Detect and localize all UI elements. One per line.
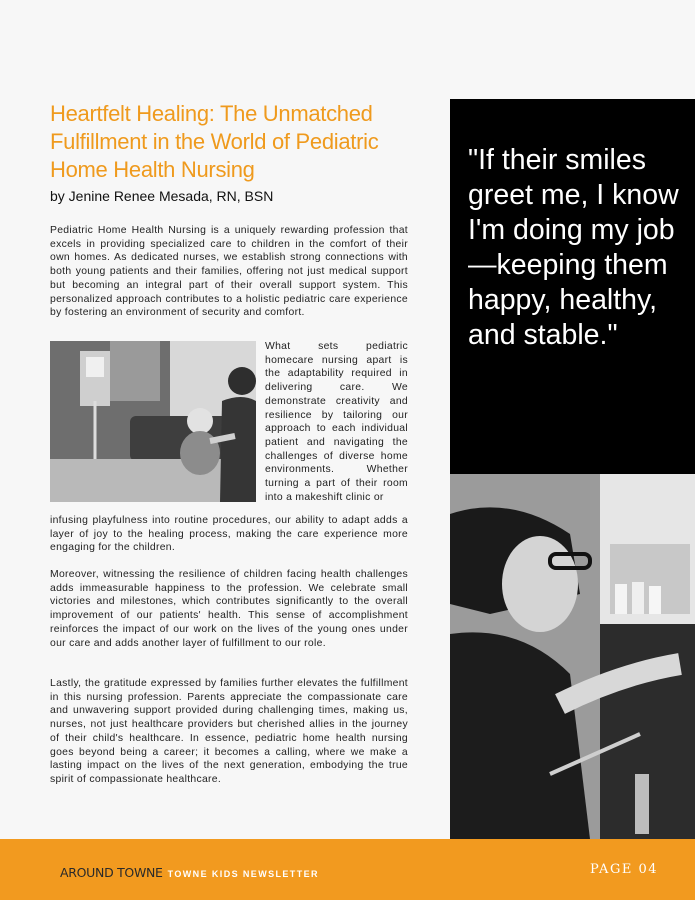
footer-branding bbox=[60, 864, 319, 882]
article-title: Heartfelt Healing: The Unmatched Fulfillment in the World of Pediatric Home Health Nursing bbox=[50, 101, 379, 182]
paragraph-resilience: Moreover, witnessing the resilience of children facing health challenges adds immeasurable happiness to the profession. We celebrate small victories and milestones, which contributes significantly to the overall improvement of our patients' health. This sense of accomplishment reinforces the impact of our work on the lives of the young ones under our care and adds another layer of fulfillment to our role. bbox=[50, 569, 408, 649]
article-byline: by Jenine Renee Mesada, RN, BSN bbox=[50, 188, 274, 204]
pull-quote-box bbox=[450, 99, 695, 474]
paragraph-intro: Pediatric Home Health Nursing is a uniquely rewarding profession that excels in providing specialized care to children in the comfort of their own homes. As dedicated nurses, we establish strong connections with both young patients and their families, offering not just medical support but becoming an integral part of their overall support system. This personalized approach contributes to a holistic pediatric care experience by fostering an environment of security and comfort. bbox=[50, 225, 408, 319]
child-with-nurse-photo bbox=[50, 341, 256, 502]
footer-brand: AROUND TOWNE bbox=[60, 865, 163, 880]
page-number: PAGE 04 bbox=[590, 862, 658, 877]
paragraph-adaptability-wrap: What sets pediatric homecare nursing apart is the adaptability required in delivering care. We demonstrate creativity and resilience by tailoring our approach to each individual patient and navigating the challenges of diverse home environments. Whether turning a part of their room into a makeshift clinic or bbox=[265, 341, 408, 503]
footer-bar bbox=[0, 839, 695, 900]
paragraph-gratitude: Lastly, the gratitude expressed by families further elevates the fulfillment in this nursing profession. Parents appreciate the compassionate care and unwavering support provided during challenging times, making us, nurses, not just healthcare providers but cherished allies in the journey of their child's healthcare. In essence, pediatric home health nursing goes beyond being a career; it becomes a calling, where we make a lasting impact on the lives of the next generation, embodying the true spirit of compassionate healthcare. bbox=[50, 678, 408, 785]
paragraph-adaptability-cont: infusing playfulness into routine procedures, our ability to adapt adds a layer of joy to the healing process, making the care experience more engaging for the children. bbox=[50, 515, 408, 554]
footer-newsletter-name: TOWNE KIDS NEWSLETTER bbox=[167, 869, 319, 879]
pull-quote-text: "If their smiles greet me, I know I'm doing my job—keeping them happy, healthy, and stable." bbox=[468, 144, 679, 351]
nurse-preparing-syringe-photo bbox=[450, 474, 695, 839]
